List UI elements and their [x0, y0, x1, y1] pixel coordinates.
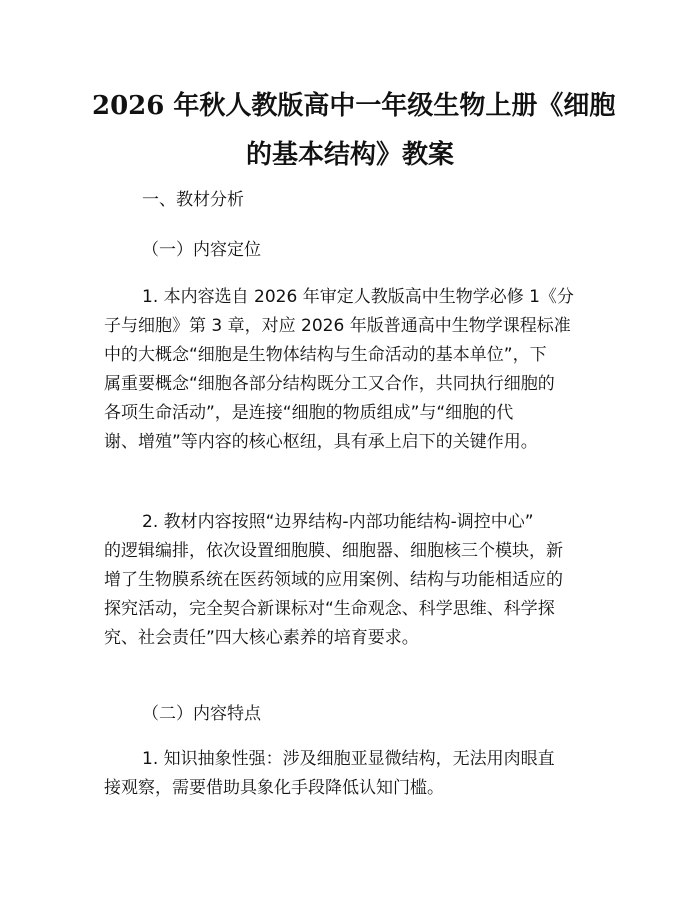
subsection-heading-content-positioning: （一）内容定位 [142, 240, 261, 260]
paragraph-line: 探究活动，完全契合新课标对“生命观念、科学思维、科学探 [104, 599, 555, 619]
paragraph-line: 子与细胞》第 3 章，对应 2026 年版普通高中生物学课程标准 [104, 316, 571, 336]
paragraph-line: 接观察，需要借助具象化手段降低认知门槛。 [104, 778, 444, 798]
section-heading-textbook-analysis: 一、教材分析 [142, 190, 244, 210]
paragraph-line: 各项生命活动”，是连接“细胞的物质组成”与“细胞的代 [104, 403, 514, 423]
title-line-2: 的基本结构》教案 [245, 140, 454, 170]
paragraph-line: 增了生物膜系统在医药领域的应用案例、结构与功能相适应的 [104, 570, 563, 590]
paragraph-line: 谢、增殖”等内容的核心枢纽，具有承上启下的关键作用。 [104, 432, 538, 452]
paragraph-line: 究、社会责任”四大核心素养的培育要求。 [104, 628, 419, 648]
paragraph-line: 1. 本内容选自 2026 年审定人教版高中生物学必修 1《分 [142, 287, 574, 307]
paragraph-content-features-1 [104, 745, 598, 803]
paragraph-content-positioning-1 [104, 283, 598, 457]
paragraph-line: 的逻辑编排，依次设置细胞膜、细胞器、细胞核三个模块，新 [104, 541, 563, 561]
paragraph-content-positioning-2 [104, 508, 598, 653]
document-title [92, 82, 616, 180]
paragraph-line: 属重要概念“细胞各部分结构既分工又合作，共同执行细胞的 [104, 374, 555, 394]
paragraph-line: 中的大概念“细胞是生物体结构与生命活动的基本单位”，下 [104, 345, 547, 365]
paragraph-line: 1. 知识抽象性强：涉及细胞亚显微结构，无法用肉眼直 [142, 749, 555, 769]
title-line-1: 2026 年秋人教版高中一年级生物上册《细胞 [92, 91, 616, 121]
paragraph-line: 2. 教材内容按照“边界结构-内部功能结构-调控中心” [142, 512, 534, 532]
subsection-heading-content-features: （二）内容特点 [142, 704, 261, 724]
